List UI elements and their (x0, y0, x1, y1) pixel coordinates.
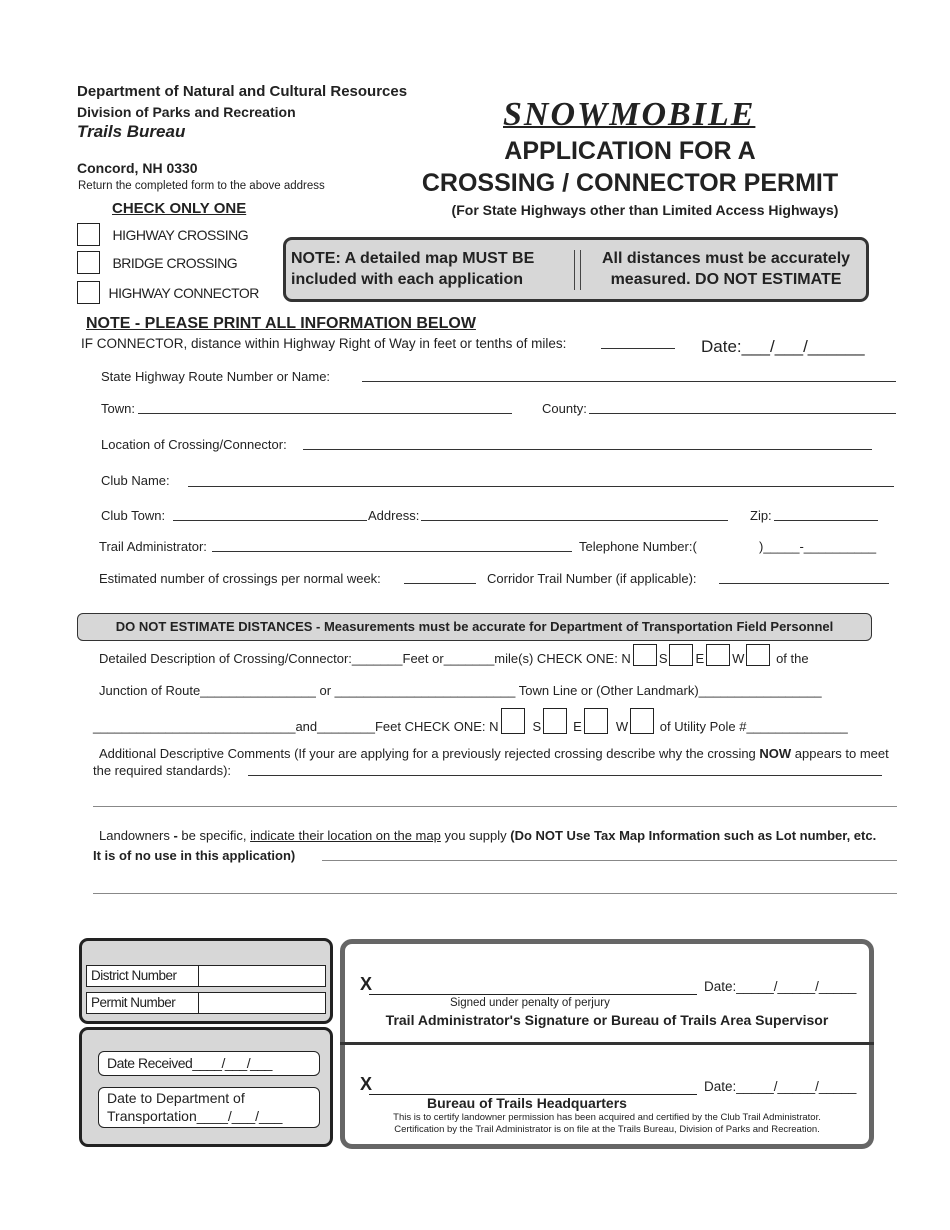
certification-line-1: This is to certify landowner permission has been acquired and certified by the Club Trail Administrator. (393, 1112, 821, 1123)
club-town-input[interactable] (173, 520, 367, 521)
note-box (283, 237, 869, 302)
comments-text: Additional Descriptive Comments (If your are applying for a previously rejected crossing describe why the crossing (99, 746, 760, 761)
corridor-trail-input[interactable] (719, 583, 889, 584)
telephone-label: Telephone Number:( (579, 539, 697, 554)
note-accuracy: All distances must be accurately measured. DO NOT ESTIMATE (601, 250, 851, 288)
east-checkbox[interactable] (584, 708, 608, 734)
return-note: Return the completed form to the above address (78, 180, 325, 192)
west-checkbox[interactable] (630, 708, 654, 734)
city-address: Concord, NH 0330 (77, 160, 198, 176)
bureau-name: Trails Bureau (77, 122, 186, 141)
landowners-input-2[interactable] (93, 893, 897, 894)
state-highway-label: State Highway Route Number or Name: (101, 369, 331, 384)
note-map-required: NOTE: A detailed map MUST BE included with each application (291, 250, 535, 288)
department-name: Department of Natural and Cultural Resources (77, 83, 408, 100)
date-to-dot-label: Date to Department of (107, 1090, 245, 1106)
connector-distance-label: IF CONNECTOR, distance within Highway Right of Way in feet or tenths of miles: (81, 336, 567, 351)
checkbox[interactable] (77, 281, 100, 304)
office-date-box (79, 1027, 333, 1147)
north-checkbox[interactable] (633, 644, 657, 666)
map-location-note: indicate their location on the map (250, 828, 441, 843)
telephone-input[interactable]: )_____-__________ (759, 539, 877, 554)
landowners-input-1[interactable] (322, 860, 897, 861)
zip-label: Zip: (750, 508, 772, 523)
trail-admin-signature-line[interactable] (369, 994, 697, 995)
connector-distance-input[interactable] (601, 348, 675, 349)
comments-line-1 (99, 746, 889, 761)
north-checkbox[interactable] (501, 708, 525, 734)
signature-date[interactable]: Date:_____/_____/_____ (704, 979, 857, 994)
estimated-crossings-input[interactable] (404, 583, 476, 584)
south-checkbox[interactable] (669, 644, 693, 666)
signature-x-mark: X (360, 974, 373, 994)
location-input[interactable] (303, 449, 872, 450)
town-input[interactable] (138, 413, 512, 414)
utility-row (93, 708, 848, 734)
comments-input-1[interactable] (248, 775, 882, 776)
signature-label: Trail Administrator's Signature or Bureau of Trails Area Supervisor (385, 1012, 829, 1028)
landowners-text-2: you supply (440, 828, 511, 843)
option-bridge-crossing[interactable] (77, 251, 237, 274)
comments-line-2: the required standards): (93, 763, 232, 778)
club-name-label: Club Name: (101, 473, 170, 488)
certification-line-2: Certification by the Trail Administrator is on file at the Trails Bureau, Division of Parks and Recreation. (394, 1124, 820, 1135)
tax-map-warning: (Do NOT Use Tax Map Information such as Lot number, etc. (510, 828, 877, 843)
comments-text-tail: appears to meet (791, 746, 889, 761)
west-label: W (615, 719, 629, 734)
date-to-dot-field[interactable] (98, 1087, 320, 1128)
division-name: Division of Parks and Recreation (77, 104, 296, 120)
trail-admin-input[interactable] (212, 551, 572, 552)
junction-row[interactable]: Junction of Route________________ or _________________________ Town Line or (Other Landmark)_________________ (99, 683, 822, 698)
location-label: Location of Crossing/Connector: (101, 437, 287, 452)
south-checkbox[interactable] (543, 708, 567, 734)
town-label: Town: (101, 401, 135, 416)
signature-divider (340, 1042, 874, 1045)
date-received-field[interactable]: Date Received____/___/___ (98, 1051, 320, 1076)
corridor-trail-label: Corridor Trail Number (if applicable): (487, 571, 697, 586)
option-highway-crossing[interactable] (77, 223, 248, 246)
south-label: S (658, 651, 668, 666)
club-name-input[interactable] (188, 486, 894, 487)
permit-number-input[interactable] (198, 992, 326, 1014)
comments-now: NOW (759, 746, 792, 761)
state-highway-input[interactable] (362, 381, 896, 382)
option-label: HIGHWAY CROSSING (112, 226, 249, 243)
measurement-banner: DO NOT ESTIMATE DISTANCES - Measurements must be accurate for Department of Transportation Field Personnel (77, 613, 872, 641)
south-label: S (532, 719, 542, 734)
landowners-line-2: It is of no use in this application) (93, 848, 296, 863)
utility-pole-label[interactable]: of Utility Pole #______________ (659, 719, 848, 734)
print-note: NOTE - PLEASE PRINT ALL INFORMATION BELOW (86, 315, 476, 332)
estimated-crossings-label: Estimated number of crossings per normal week: (99, 571, 381, 586)
date-field[interactable]: Date:___/___/______ (701, 337, 865, 356)
trail-admin-label: Trail Administrator: (99, 539, 207, 554)
west-checkbox[interactable] (746, 644, 770, 666)
county-label: County: (542, 401, 587, 416)
date-to-dot-value: Transportation____/___/___ (107, 1108, 283, 1124)
east-label: E (695, 651, 705, 666)
title-subtitle: (For State Highways other than Limited Access Highways) (451, 202, 839, 218)
check-only-heading: CHECK ONLY ONE (112, 200, 247, 217)
checkbox[interactable] (77, 251, 100, 274)
of-the-label: of the (776, 651, 809, 666)
east-label: E (573, 719, 582, 734)
landowners-line-1 (99, 828, 876, 843)
option-highway-connector[interactable] (77, 281, 259, 304)
office-number-box (79, 938, 333, 1024)
perjury-note: Signed under penalty of perjury (450, 997, 610, 1009)
landowners-text: be specific, (181, 828, 251, 843)
district-number-label: District Number (86, 965, 200, 987)
detail-description-label: Detailed Description of Crossing/Connector:_______Feet or_______mile(s) CHECK ONE: N (99, 651, 631, 666)
headquarters-label: Bureau of Trails Headquarters (427, 1095, 627, 1111)
landowners-dash: - (173, 828, 182, 843)
west-label: W (732, 651, 745, 666)
landowners-label: Landowners (99, 828, 174, 843)
club-town-label: Club Town: (101, 508, 166, 523)
note-divider (574, 250, 581, 290)
address-input[interactable] (421, 520, 728, 521)
signature-box (340, 939, 874, 1149)
comments-input-2[interactable] (93, 806, 897, 807)
option-label: BRIDGE CROSSING (112, 254, 238, 271)
zip-input[interactable] (774, 520, 878, 521)
county-input[interactable] (589, 413, 896, 414)
signature-x-mark-2: X (360, 1074, 373, 1094)
option-label: HIGHWAY CONNECTOR (108, 284, 259, 301)
distance-and-feet[interactable]: ____________________________and________Feet CHECK ONE: N (93, 719, 499, 734)
district-number-input[interactable] (198, 965, 326, 987)
permit-number-label: Permit Number (86, 992, 200, 1014)
address-label: Address: (368, 508, 420, 523)
checkbox[interactable] (77, 223, 100, 246)
snowmobile-title: SNOWMOBILE (503, 96, 756, 133)
east-checkbox[interactable] (706, 644, 730, 666)
title-line-1: APPLICATION FOR A (504, 137, 756, 165)
title-line-2: CROSSING / CONNECTOR PERMIT (421, 169, 839, 197)
signature-date-2[interactable]: Date:_____/_____/_____ (704, 1079, 857, 1094)
detail-description-row (99, 644, 809, 666)
